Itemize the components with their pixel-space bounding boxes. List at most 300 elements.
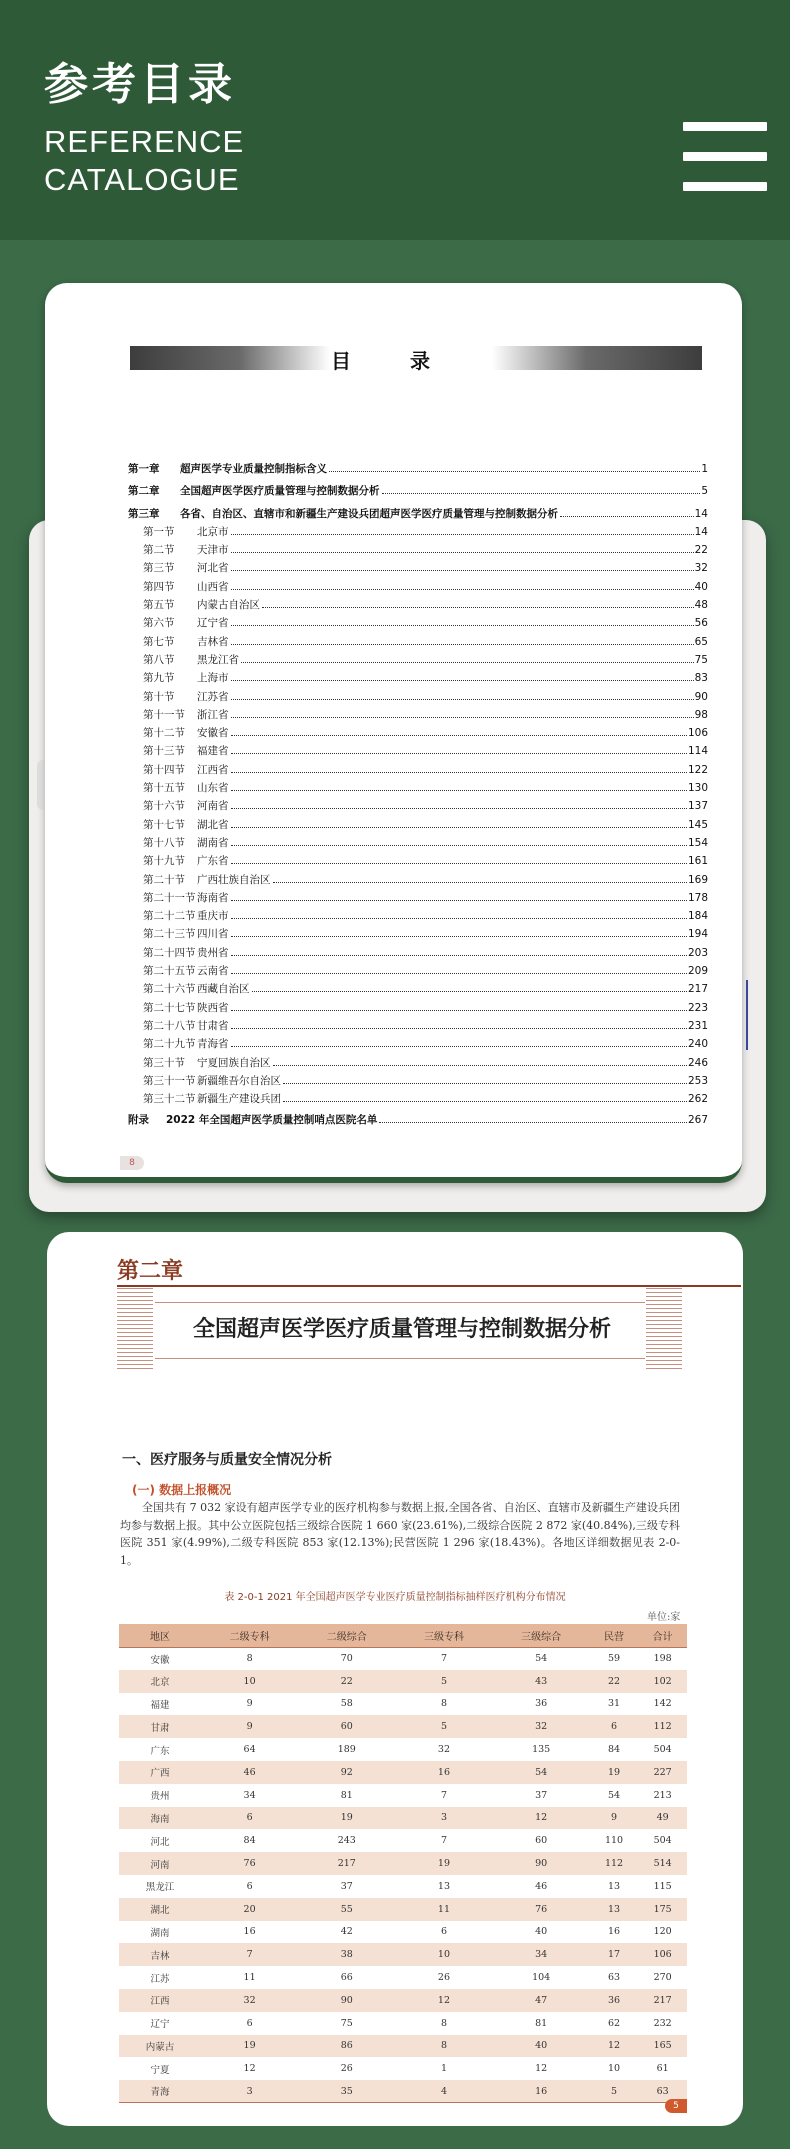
toc-section-num: 第二十五节: [143, 965, 196, 978]
toc-section-num: 第八节: [143, 653, 175, 666]
toc-appendix[interactable]: [128, 1112, 708, 1130]
toc-section-item[interactable]: [128, 963, 708, 981]
distribution-table: [119, 1624, 687, 2103]
toc-leader-dots: [231, 735, 687, 736]
toc-page-num: 246: [687, 1056, 708, 1069]
toc-section-item[interactable]: [128, 762, 708, 780]
toc-section-title: 广西壮族自治区: [197, 873, 271, 886]
table-row: [119, 1784, 687, 1807]
table-cell: 76: [201, 1852, 298, 1875]
toc-page-num: 253: [687, 1074, 708, 1087]
toc-section-title: 河北省: [197, 562, 229, 575]
table-cell: 北京: [119, 1670, 201, 1693]
table-cell: 12: [201, 2057, 298, 2080]
toc-section-num: 第十九节: [143, 855, 185, 868]
toc-section-title: 四川省: [197, 928, 229, 941]
toc-page-num: 83: [694, 672, 708, 685]
toc-section-item[interactable]: [128, 853, 708, 871]
toc-page-num: 262: [687, 1093, 708, 1106]
table-cell: 46: [201, 1761, 298, 1784]
toc-page-num: 223: [687, 1001, 708, 1014]
toc-section-item[interactable]: [128, 981, 708, 999]
toc-leader-dots: [262, 607, 694, 608]
toc-leader-dots: [231, 717, 694, 718]
table-cell: 16: [493, 2080, 590, 2103]
table-cell: 75: [298, 2012, 395, 2035]
toc-section-num: 第十节: [143, 690, 175, 703]
table-cell: 504: [638, 1738, 687, 1761]
toc-page-num: 169: [687, 873, 708, 886]
table-cell: 吉林: [119, 1943, 201, 1966]
toc-section-title: 重庆市: [197, 910, 229, 923]
banner-stripes-left: [117, 1288, 153, 1370]
chapter-rule: [117, 1285, 741, 1287]
toc-section-title: 新疆维吾尔自治区: [197, 1074, 281, 1087]
table-header-cell: 民营: [590, 1624, 639, 1647]
table-cell: 504: [638, 1829, 687, 1852]
back-page-edge-line: [746, 980, 752, 1050]
toc-leader-dots: [283, 1083, 687, 1084]
toc-section-item[interactable]: [128, 634, 708, 652]
table-cell: 36: [493, 1693, 590, 1716]
toc-section-item[interactable]: [128, 890, 708, 908]
toc-leader-dots: [231, 790, 687, 791]
table-cell: 4: [395, 2080, 492, 2103]
toc-page-num: 1: [701, 463, 708, 475]
toc-section-item[interactable]: [128, 1000, 708, 1018]
toc-leader-dots: [231, 699, 694, 700]
table-cell: 55: [298, 1898, 395, 1921]
toc-section-title: 新疆生产建设兵团: [197, 1093, 281, 1106]
table-cell: 35: [298, 2080, 395, 2103]
table-cell: 9: [590, 1807, 639, 1830]
table-cell: 81: [298, 1784, 395, 1807]
table-cell: 34: [493, 1943, 590, 1966]
table-cell: 81: [493, 2012, 590, 2035]
toc-leader-dots: [329, 471, 700, 472]
toc-section-num: 第二十九节: [143, 1038, 196, 1051]
toc-chapter-2[interactable]: [128, 483, 708, 501]
table-cell: 63: [590, 1966, 639, 1989]
toc-leader-dots: [231, 955, 687, 956]
toc-appendix-num: 附录: [128, 1114, 149, 1127]
toc-section-title: 河南省: [197, 800, 229, 813]
table-cell: 河北: [119, 1829, 201, 1852]
toc-leader-dots: [231, 918, 687, 919]
toc-section-title: 山东省: [197, 782, 229, 795]
toc-section-item[interactable]: [128, 579, 708, 597]
toc-appendix-title: 2022 年全国超声医学质量控制哨点医院名单: [166, 1114, 378, 1127]
table-cell: 8: [201, 1647, 298, 1670]
table-cell: 37: [493, 1784, 590, 1807]
table-cell: 60: [493, 1829, 590, 1852]
toc-page-num: 114: [687, 745, 708, 758]
toc-section-item[interactable]: [128, 1091, 708, 1109]
toc-chapter-num: 第一章: [128, 463, 160, 475]
table-cell: 5: [395, 1715, 492, 1738]
table-cell: 12: [395, 1989, 492, 2012]
subtitle-line-1: REFERENCE: [44, 124, 245, 159]
toc-section-title: 黑龙江省: [197, 653, 239, 666]
table-row: [119, 1807, 687, 1830]
table-cell: 内蒙古: [119, 2035, 201, 2058]
toc-leader-dots: [241, 662, 694, 663]
toc-section-num: 第十二节: [143, 727, 185, 740]
table-cell: 6: [201, 1875, 298, 1898]
page-title: 参考目录: [44, 59, 236, 110]
toc-section-item[interactable]: [128, 1018, 708, 1036]
table-cell: 16: [201, 1921, 298, 1944]
table-cell: 64: [201, 1738, 298, 1761]
table-cell: 江苏: [119, 1966, 201, 1989]
toc-page-num: 98: [694, 708, 708, 721]
toc-page-num: 240: [687, 1038, 708, 1051]
toc-section-title: 浙江省: [197, 708, 229, 721]
toc-section-item[interactable]: [128, 615, 708, 633]
banner-border-top: [155, 1302, 645, 1303]
toc-section-title: 宁夏回族自治区: [197, 1056, 271, 1069]
table-row: [119, 2035, 687, 2058]
toc-section-num: 第二十节: [143, 873, 185, 886]
table-header-cell: 地区: [119, 1624, 201, 1647]
table-cell: 76: [493, 1898, 590, 1921]
table-cell: 20: [201, 1898, 298, 1921]
toc-section-item[interactable]: [128, 689, 708, 707]
table-row: [119, 1647, 687, 1670]
chapter-page-number: 5: [665, 2099, 687, 2113]
toc-section-num: 第十一节: [143, 708, 185, 721]
toc-page-num: 75: [694, 653, 708, 666]
table-cell: 227: [638, 1761, 687, 1784]
table-cell: 213: [638, 1784, 687, 1807]
toc-section-item[interactable]: [128, 908, 708, 926]
toc-section-item[interactable]: [128, 1055, 708, 1073]
table-cell: 175: [638, 1898, 687, 1921]
table-cell: 11: [201, 1966, 298, 1989]
chapter-title: 全国超声医学医疗质量管理与控制数据分析: [192, 1316, 611, 1342]
table-cell: 120: [638, 1921, 687, 1944]
toc-leader-dots: [252, 991, 687, 992]
toc-page-num: 14: [694, 525, 708, 538]
table-cell: 32: [395, 1738, 492, 1761]
toc-section-title: 山西省: [197, 580, 229, 593]
toc-leader-dots: [231, 1046, 687, 1047]
table-cell: 54: [493, 1761, 590, 1784]
toc-leader-dots: [231, 863, 687, 864]
toc-section-item[interactable]: [128, 652, 708, 670]
table-cell: 9: [201, 1693, 298, 1716]
table-cell: 198: [638, 1647, 687, 1670]
toc-page: [45, 283, 742, 1183]
table-cell: 112: [590, 1852, 639, 1875]
table-unit: 单位:家: [647, 1612, 681, 1623]
toc-section-item[interactable]: [128, 597, 708, 615]
table-cell: 86: [298, 2035, 395, 2058]
toc-section-item[interactable]: [128, 542, 708, 560]
table-cell: 84: [201, 1829, 298, 1852]
table-cell: 13: [590, 1875, 639, 1898]
toc-section-item[interactable]: [128, 817, 708, 835]
table-cell: 110: [590, 1829, 639, 1852]
table-cell: 61: [638, 2057, 687, 2080]
toc-section-num: 第二十二节: [143, 910, 196, 923]
toc-section-item[interactable]: [128, 743, 708, 761]
toc-section-title: 云南省: [197, 965, 229, 978]
body-paragraph: 全国共有 7 032 家设有超声医学专业的医疗机构参与数据上报,全国各省、自治区、直辖市及新疆生产建设兵团均参与数据上报。其中公立医院包括三级综合医院 1 660 家(23.61%),二级综合医院 2 872 家(40.84%),三级专科医院 351 家(4.99%),二级专科医院 853 家(12.13%);民营医院 1 296 家(18.43%)。各地区详细数据见表 2-0-1。: [120, 1501, 680, 1567]
table-cell: 7: [201, 1943, 298, 1966]
toc-section-item[interactable]: [128, 780, 708, 798]
table-row: [119, 1670, 687, 1693]
table-cell: 217: [298, 1852, 395, 1875]
toc-section-title: 上海市: [197, 672, 229, 685]
toc-section-title: 湖南省: [197, 836, 229, 849]
table-cell: 6: [590, 1715, 639, 1738]
table-caption: 表 2-0-1 2021 年全国超声医学专业医疗质量控制指标抽样医疗机构分布情况: [224, 1592, 566, 1603]
table-cell: 59: [590, 1647, 639, 1670]
toc-leader-dots: [231, 644, 694, 645]
toc-leader-dots: [273, 1065, 687, 1066]
toc-section-title: 内蒙古自治区: [197, 599, 260, 612]
toc-section-title: 广东省: [197, 855, 229, 868]
toc-leader-dots: [379, 1122, 687, 1123]
table-cell: 62: [590, 2012, 639, 2035]
toc-chapter-1[interactable]: [128, 461, 708, 479]
subsection-heading: (一) 数据上报概况: [132, 1483, 232, 1497]
toc-section-num: 第十八节: [143, 836, 185, 849]
toc-leader-dots: [231, 900, 687, 901]
table-cell: 270: [638, 1966, 687, 1989]
table-cell: 26: [395, 1966, 492, 1989]
table-cell: 54: [493, 1647, 590, 1670]
toc-page-num: 106: [687, 727, 708, 740]
toc-page-num: 56: [694, 617, 708, 630]
toc-section-num: 第三十二节: [143, 1093, 196, 1106]
table-cell: 90: [298, 1989, 395, 2012]
table-cell: 12: [493, 1807, 590, 1830]
toc-section-num: 第三节: [143, 562, 175, 575]
table-cell: 海南: [119, 1807, 201, 1830]
table-cell: 19: [395, 1852, 492, 1875]
table-cell: 84: [590, 1738, 639, 1761]
toc-page-num: 90: [694, 690, 708, 703]
table-cell: 165: [638, 2035, 687, 2058]
table-header-cell: 二级综合: [298, 1624, 395, 1647]
toc-section-num: 第十三节: [143, 745, 185, 758]
toc-section-num: 第四节: [143, 580, 175, 593]
toc-section-title: 福建省: [197, 745, 229, 758]
table-row: [119, 1966, 687, 1989]
toc-section-title: 西藏自治区: [197, 983, 250, 996]
toc-section-num: 第三十一节: [143, 1074, 196, 1087]
toc-leader-dots: [231, 1028, 687, 1029]
table-cell: 5: [395, 1670, 492, 1693]
toc-section-num: 第二十七节: [143, 1001, 196, 1014]
page-subtitle: [44, 123, 244, 199]
toc-section-title: 吉林省: [197, 635, 229, 648]
toc-section-item[interactable]: [128, 835, 708, 853]
toc-section-title: 甘肃省: [197, 1019, 229, 1032]
table-cell: 甘肃: [119, 1715, 201, 1738]
toc-section-num: 第十四节: [143, 763, 185, 776]
toc-leader-dots: [231, 936, 687, 937]
toc-section-item[interactable]: [128, 1073, 708, 1091]
toc-section-item[interactable]: [128, 1036, 708, 1054]
toc-section-item[interactable]: [128, 926, 708, 944]
table-body: [119, 1647, 687, 2103]
toc-section-item[interactable]: [128, 872, 708, 890]
table-cell: 189: [298, 1738, 395, 1761]
hamburger-menu-icon[interactable]: [683, 120, 767, 192]
toc-section-item[interactable]: [128, 725, 708, 743]
toc-page-num: 194: [687, 928, 708, 941]
table-cell: 135: [493, 1738, 590, 1761]
table-cell: 32: [493, 1715, 590, 1738]
toc-section-num: 第九节: [143, 672, 175, 685]
toc-section-item[interactable]: [128, 670, 708, 688]
toc-page-number: 8: [120, 1156, 144, 1170]
toc-section-num: 第二十一节: [143, 891, 196, 904]
toc-page-num: 48: [694, 599, 708, 612]
toc-chapter-title: 超声医学专业质量控制指标含义: [180, 463, 327, 475]
toc-chapter-title: 各省、自治区、直辖市和新疆生产建设兵团超声医学医疗质量管理与控制数据分析: [180, 507, 558, 520]
table-cell: 90: [493, 1852, 590, 1875]
table-cell: 19: [298, 1807, 395, 1830]
table-cell: 贵州: [119, 1784, 201, 1807]
table-cell: 115: [638, 1875, 687, 1898]
table-row: [119, 2080, 687, 2103]
table-cell: 广西: [119, 1761, 201, 1784]
toc-section-num: 第十七节: [143, 818, 185, 831]
toc-page-num: 40: [694, 580, 708, 593]
toc-chapter-title: 全国超声医学医疗质量管理与控制数据分析: [180, 485, 380, 498]
toc-page-num: 267: [687, 1114, 708, 1127]
toc-section-title: 安徽省: [197, 727, 229, 740]
table-row: [119, 2012, 687, 2035]
toc-section-title: 陕西省: [197, 1001, 229, 1014]
table-cell: 9: [201, 1715, 298, 1738]
toc-leader-dots: [560, 516, 694, 517]
table-cell: 37: [298, 1875, 395, 1898]
toc-section-num: 第二十六节: [143, 983, 196, 996]
table-cell: 142: [638, 1693, 687, 1716]
table-cell: 63: [638, 2080, 687, 2103]
toc-chapter-num: 第三章: [128, 507, 160, 520]
toc-leader-dots: [382, 493, 701, 494]
table-cell: 34: [201, 1784, 298, 1807]
table-cell: 92: [298, 1761, 395, 1784]
table-header-row: [119, 1624, 687, 1647]
toc-leader-dots: [231, 625, 694, 626]
table-row: [119, 1943, 687, 1966]
chapter-label: 第二章: [117, 1259, 184, 1284]
table-cell: 3: [395, 1807, 492, 1830]
table-cell: 19: [201, 2035, 298, 2058]
table-row: [119, 1715, 687, 1738]
table-cell: 8: [395, 2012, 492, 2035]
toc-title: 目 录: [331, 349, 456, 373]
toc-section-num: 第三十节: [143, 1056, 185, 1069]
toc-section-item[interactable]: [128, 524, 708, 542]
table-cell: 辽宁: [119, 2012, 201, 2035]
table-cell: 46: [493, 1875, 590, 1898]
table-cell: 47: [493, 1989, 590, 2012]
table-row: [119, 1761, 687, 1784]
toc-section-title: 青海省: [197, 1038, 229, 1051]
toc-section-num: 第二十三节: [143, 928, 196, 941]
toc-leader-dots: [231, 772, 687, 773]
table-cell: 16: [590, 1921, 639, 1944]
toc-chapter-num: 第二章: [128, 485, 160, 498]
table-cell: 112: [638, 1715, 687, 1738]
toc-leader-dots: [231, 808, 687, 809]
toc-section-title: 辽宁省: [197, 617, 229, 630]
toc-page-num: 178: [687, 891, 708, 904]
table-cell: 11: [395, 1898, 492, 1921]
toc-section-num: 第一节: [143, 525, 175, 538]
toc-leader-dots: [273, 882, 687, 883]
chapter-page: [47, 1232, 743, 2126]
toc-leader-dots: [231, 680, 694, 681]
table-cell: 32: [201, 1989, 298, 2012]
table-cell: 10: [395, 1943, 492, 1966]
toc-page-num: 32: [694, 562, 708, 575]
toc-page-num: 231: [687, 1019, 708, 1032]
table-cell: 5: [590, 2080, 639, 2103]
table-cell: 10: [201, 1670, 298, 1693]
table-cell: 49: [638, 1807, 687, 1830]
table-cell: 1: [395, 2057, 492, 2080]
table-cell: 60: [298, 1715, 395, 1738]
toc-section-num: 第二节: [143, 544, 175, 557]
toc-section-item[interactable]: [128, 707, 708, 725]
toc-leader-dots: [231, 552, 694, 553]
table-cell: 58: [298, 1693, 395, 1716]
table-cell: 黑龙江: [119, 1875, 201, 1898]
table-cell: 湖北: [119, 1898, 201, 1921]
table-cell: 10: [590, 2057, 639, 2080]
table-cell: 青海: [119, 2080, 201, 2103]
table-cell: 安徽: [119, 1647, 201, 1670]
table-cell: 湖南: [119, 1921, 201, 1944]
table-cell: 40: [493, 1921, 590, 1944]
table-cell: 66: [298, 1966, 395, 1989]
toc-section-num: 第六节: [143, 617, 175, 630]
toc-leader-dots: [231, 973, 687, 974]
table-cell: 8: [395, 1693, 492, 1716]
toc-chapter-3[interactable]: [128, 506, 708, 524]
toc-section-item[interactable]: [128, 798, 708, 816]
table-row: [119, 1989, 687, 2012]
toc-leader-dots: [231, 845, 687, 846]
table-cell: 36: [590, 1989, 639, 2012]
toc-section-title: 江苏省: [197, 690, 229, 703]
table-cell: 7: [395, 1784, 492, 1807]
toc-page-num: 161: [687, 855, 708, 868]
toc-section-item[interactable]: [128, 560, 708, 578]
toc-section-title: 天津市: [197, 544, 229, 557]
table-row: [119, 1898, 687, 1921]
table-cell: 104: [493, 1966, 590, 1989]
banner-stripes-right: [646, 1288, 682, 1370]
table-cell: 70: [298, 1647, 395, 1670]
toc-section-title: 湖北省: [197, 818, 229, 831]
toc-page-num: 122: [687, 763, 708, 776]
toc-page-num: 22: [694, 544, 708, 557]
toc-section-item[interactable]: [128, 945, 708, 963]
table-cell: 43: [493, 1670, 590, 1693]
toc-page-num: 154: [687, 836, 708, 849]
toc-leader-dots: [283, 1101, 687, 1102]
